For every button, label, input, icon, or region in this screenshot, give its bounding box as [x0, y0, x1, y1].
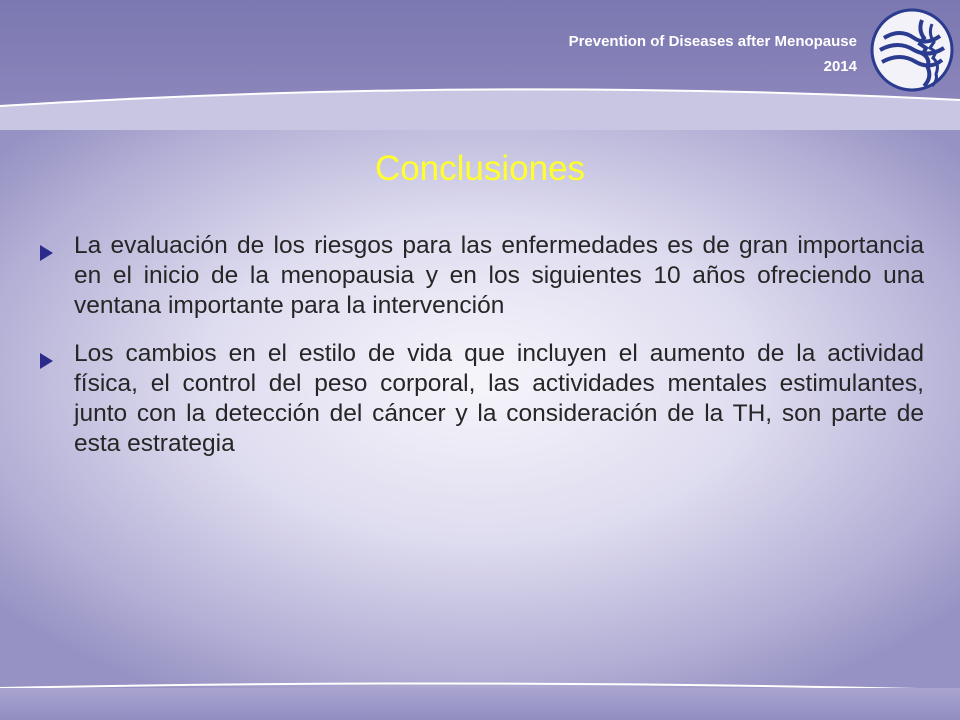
footer-band: [0, 688, 960, 720]
triangle-bullet-icon: [40, 353, 53, 369]
header-curve: [0, 80, 960, 130]
triangle-bullet-icon: [40, 245, 53, 261]
header-title-line1: Prevention of Diseases after Menopause: [568, 33, 857, 50]
profile-faces-logo-icon: [870, 8, 954, 92]
bullet-text: Los cambios en el estilo de vida que incluyen el aumento de la actividad física, el control del peso corporal, las actividades mentales estimulantes, junto con la detección del cáncer y la consideración de la TH, son parte de esta estrategia: [74, 340, 924, 457]
bullet-text: La evaluación de los riesgos para las enfermedades es de gran importancia en el inicio de la menopausia y en los siguientes 10 años ofreciendo una ventana importante para la intervención: [74, 232, 924, 319]
header-title: [437, 29, 857, 79]
bullet-item: [36, 231, 924, 321]
bullet-list: [36, 231, 924, 477]
header-year: 2014: [823, 58, 857, 75]
slide-title: Conclusiones: [374, 149, 586, 188]
bullet-item: [36, 339, 924, 459]
